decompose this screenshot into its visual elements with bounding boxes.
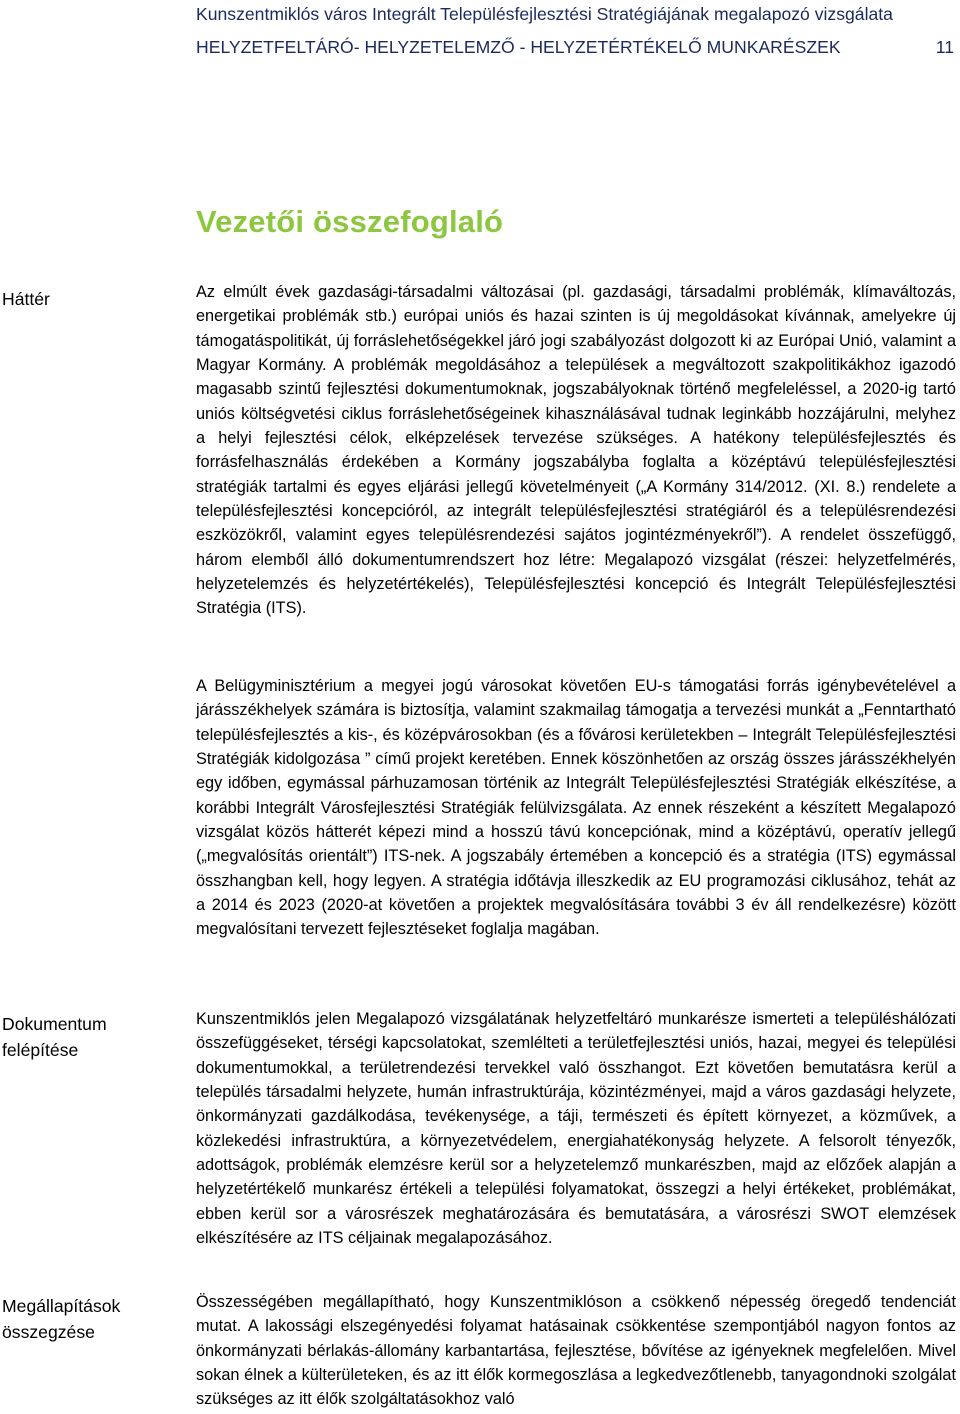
side-label-hatter: Háttér: [2, 289, 50, 309]
paragraph-hatter-2: A Belügyminisztérium a megyei jogú városokat követően EU-s támogatási forrás igénybevételével a járásszékhelyek számára is biztosítja, valamint szakmailag támogatja a tervezési munkát a „Fenntartható településfejlesztés a kis-, és középvárosokban (és a fővárosi kerületekben – Integrált Településfejlesztési Stratégiák kidolgozása ” című projekt keretében. Ennek köszönhetően az ország összes járásszékhelyén egy időben, egymással párhuzamosan történik az Integrált Településfejlesztési Stratégiák elkészítése, a korábbi Integrált Városfejlesztési Stratégiák felülvizsgálata. Az ennek részeként a készített Megalapozó vizsgálat közös hátterét képezi mind a hosszú távú koncepciónak, mind a középtávú, operatív jellegű („megvalósítás orientált”) ITS-nek. A jogszabály értemében a koncepció és a stratégia (ITS) egymással összhangban kell, hogy legyen. A stratégia időtávja illeszkedik az EU programozási ciklusához, tehát az a 2014 és 2023 (2020-at követően a projektek megvalósítására további 3 év áll rendelkezésre) között megvalósítani tervezett fejlesztéseket foglalja magában.: [196, 677, 956, 939]
header-section-title: HELYZETFELTÁRÓ- HELYZETELEMZŐ - HELYZETÉRTÉKELŐ MUNKARÉSZEK: [196, 37, 841, 57]
page-title: Vezetői összefoglaló: [196, 204, 504, 239]
header-document-title: Kunszentmiklós város Integrált Településfejlesztési Stratégiájának megalapozó vizsgálata: [196, 4, 893, 24]
paragraph-dokumentum-felepitese: Kunszentmiklós jelen Megalapozó vizsgálatának helyzetfeltáró munkarésze ismerteti a településhálózati összefüggéseket, térségi kapcsolatokat, szemlélteti a területfejlesztési uniós, hazai, megyei és települési dokumentumokkal, a területrendezési tervekkel való összhangot. Ezt követően bemutatásra kerül a település társadalmi helyzete, humán infrastruktúrája, közintézményei, majd a város gazdasági helyzete, önkormányzati gazdálkodása, tevékenysége, a táji, természeti és épített környezet, a közművek, a közlekedési infrastruktúra, a környezetvédelem, energiahatékonyság helyzete. A felsorolt tényezők, adottságok, problémák elemzésre kerül sor a helyzetelemző munkarészben, majd az előzőek alapján a helyzetértékelő munkarész értékeli a települési folyamatokat, összegzi a helyi értékeket, problémákat, ebben kerül sor a városrészek meghatározására és bemutatására, a városrészi SWOT elemzések elkészítésére az ITS céljainak megalapozásához.: [196, 1010, 956, 1248]
side-label-dokumentum-felepitese: Dokumentum felépítése: [2, 1014, 107, 1060]
paragraph-megallapitasok: Összességében megállapítható, hogy Kunszentmiklóson a csökkenő népesség öregedő tendenciát mutat. A lakossági elszegényedési folyamat hatásainak csökkentése szempontjából nagyon fontos az önkormányzati bérlakás-állomány karbantartása, fejlesztése, bővítése az igényeknek megfelelően. Mivel sokan élnek a külterületeken, és az itt élők kormegoszlása a legkedvezőtlenebb, tanyagondnoki szolgálat szükséges az itt élők szolgáltatásokhoz való: [196, 1293, 956, 1409]
side-label-megallapitasok-osszegzese: Megállapítások összegzése: [2, 1296, 121, 1342]
paragraph-hatter-1: Az elmúlt évek gazdasági-társadalmi változásai (pl. gazdasági, társadalmi problémák, klímaváltozás, energetikai problémák stb.) európai uniós és hazai szinten is új megoldásokat kívánnak, amelyekre új támogatáspolitikát, új forráslehetőségekkel járó jogi szabályozást dolgozott ki az Európai Unió, valamint a Magyar Kormány. A problémák megoldásához a települések a megváltozott szakpolitikákhoz igazodó magasabb szintű fejlesztési dokumentumoknak, jogszabályoknak történő megfeleléssel, a 2020-ig tartó uniós költségvetési ciklus forráslehetőségeinek kihasználásával tudnak leginkább hozzájárulni, melyhez a helyi fejlesztési célok, elképzelések tervezése szükséges. A hatékony településfejlesztés és forrásfelhasználás érdekében a Kormány jogszabályba foglalta a középtávú településfejlesztési stratégiák tartalmi és egyes eljárási jellegű követelményeit („A Kormány 314/2012. (XI. 8.) rendelete a településfejlesztési koncepcióról, az integrált településfejlesztési stratégiáról és a településrendezési eszközökről, valamint egyes településrendezési sajátos jogintézményekről”). A rendelet összefüggő, három elemből álló dokumentumrendszert hoz létre: Megalapozó vizsgálat (részei: helyzetfelmérés, helyzetelemzés és helyzetértékelés), Településfejlesztési koncepció és Integrált Településfejlesztési Stratégia (ITS).: [196, 283, 956, 618]
header-section-line: [196, 36, 954, 58]
page-number: 11: [935, 37, 954, 57]
